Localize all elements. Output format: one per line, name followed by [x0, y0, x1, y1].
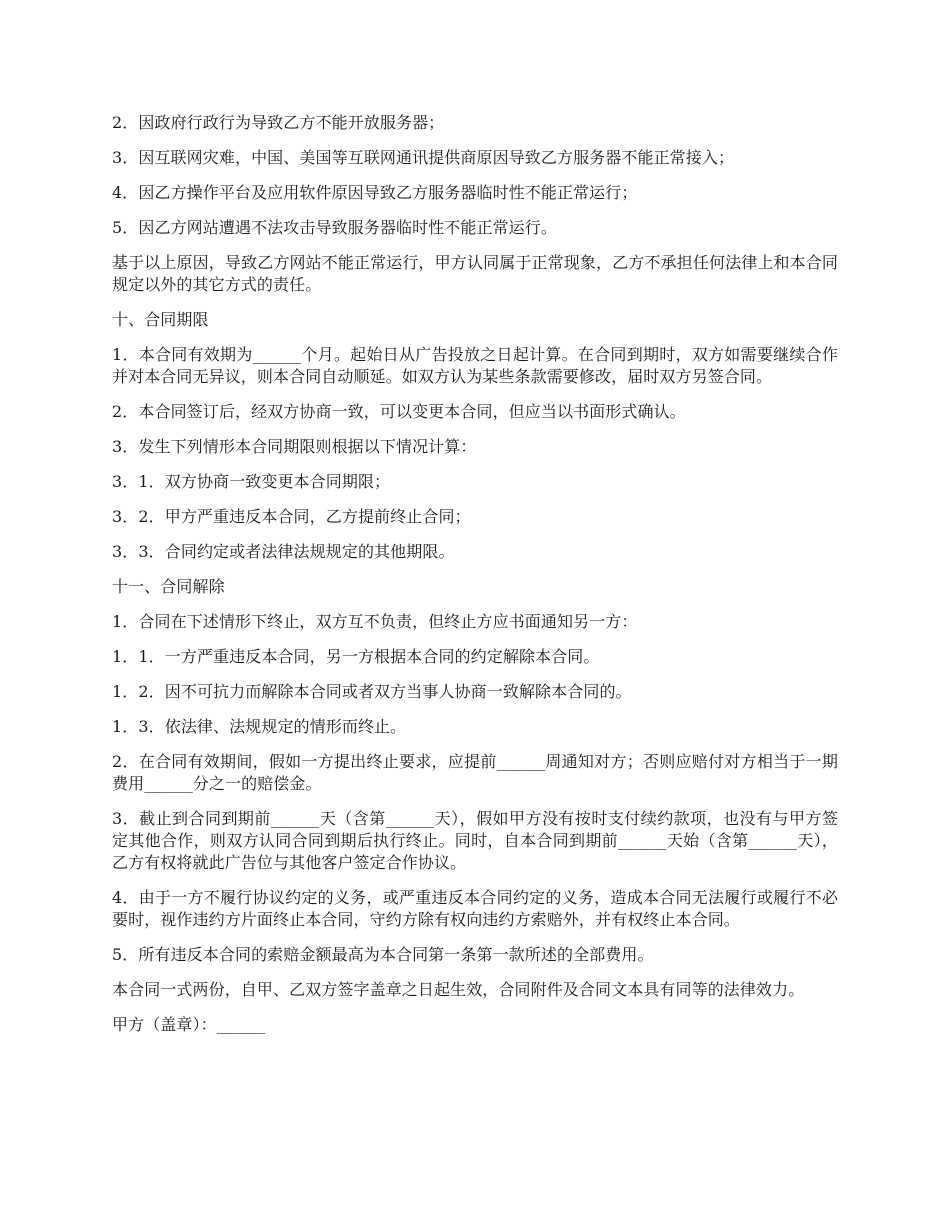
term-clause-1-validity: 1．本合同有效期为______个月。起始日从广告投放之日起计算。在合同到期时，双方如需要继续合作并对本合同无异议，则本合同自动顺延。如双方认为某些条款需要修改，届时双方另签合同。 — [112, 345, 838, 386]
termination-clause-1-3: 1．3．依法律、法规规定的情形而终止。 — [112, 717, 407, 736]
clause-2-government-action: 2．因政府行政行为导致乙方不能开放服务器； — [112, 113, 445, 132]
termination-clause-4-breach: 4．由于一方不履行协议约定的义务，或严重违反本合同约定的义务，造成本合同无法履行或履行不必要时，视作违约方片面终止本合同，守约方除有权向违约方索赔外，并有权终止本合同。 — [112, 888, 838, 929]
liability-disclaimer: 基于以上原因，导致乙方网站不能正常运行，甲方认同属于正常现象，乙方不承担任何法律上和本合同规定以外的其它方式的责任。 — [112, 253, 838, 294]
term-clause-2-amendment: 2．本合同签订后，经双方协商一致，可以变更本合同，但应当以书面形式确认。 — [112, 402, 686, 421]
termination-clause-1: 1．合同在下述情形下终止，双方互不负责，但终止方应书面通知另一方： — [112, 612, 638, 631]
term-clause-3-calculation: 3．发生下列情形本合同期限则根据以下情况计算： — [112, 437, 477, 456]
term-clause-3-2: 3．2．甲方严重违反本合同，乙方提前终止合同； — [112, 507, 471, 526]
section-heading-contract-term: 十、合同期限 — [112, 310, 209, 329]
party-a-signature-line: 甲方（盖章）：______ — [112, 1015, 266, 1034]
termination-clause-1-1: 1．1．一方严重违反本合同，另一方根据本合同的约定解除本合同。 — [112, 647, 600, 666]
termination-clause-1-2: 1．2．因不可抗力而解除本合同或者双方当事人协商一致解除本合同的。 — [112, 682, 632, 701]
clause-5-illegal-attack: 5．因乙方网站遭遇不法攻击导致服务器临时性不能正常运行。 — [112, 218, 557, 237]
termination-clause-5-compensation-cap: 5．所有违反本合同的索赔金额最高为本合同第一条第一款所述的全部费用。 — [112, 945, 654, 964]
section-heading-contract-termination: 十一、合同解除 — [112, 577, 225, 596]
term-clause-3-3: 3．3．合同约定或者法律法规规定的其他期限。 — [112, 542, 455, 561]
clause-4-platform-software: 4．因乙方操作平台及应用软件原因导致乙方服务器临时性不能正常运行； — [112, 183, 638, 202]
termination-clause-2-notice: 2．在合同有效期间，假如一方提出终止要求，应提前______周通知对方；否则应赔付对方相当于一期费用______分之一的赔偿金。 — [112, 752, 838, 793]
effectiveness-clause: 本合同一式两份，自甲、乙双方签字盖章之日起生效，合同附件及合同文本具有同等的法律效力。 — [112, 980, 805, 999]
clause-3-internet-disaster: 3．因互联网灾难，中国、美国等互联网通讯提供商原因导致乙方服务器不能正常接入； — [112, 148, 735, 167]
term-clause-3-1: 3．1．双方协商一致变更本合同期限； — [112, 472, 391, 491]
termination-clause-3-renewal: 3．截止到合同到期前______天（含第______天），假如甲方没有按时支付续约款项，也没有与甲方签定其他合作，则双方认同合同到期后执行终止。同时，自本合同到期前______天始（含第______天），乙方有权将就此广告位与其他客户签定合作协议。 — [112, 809, 838, 872]
